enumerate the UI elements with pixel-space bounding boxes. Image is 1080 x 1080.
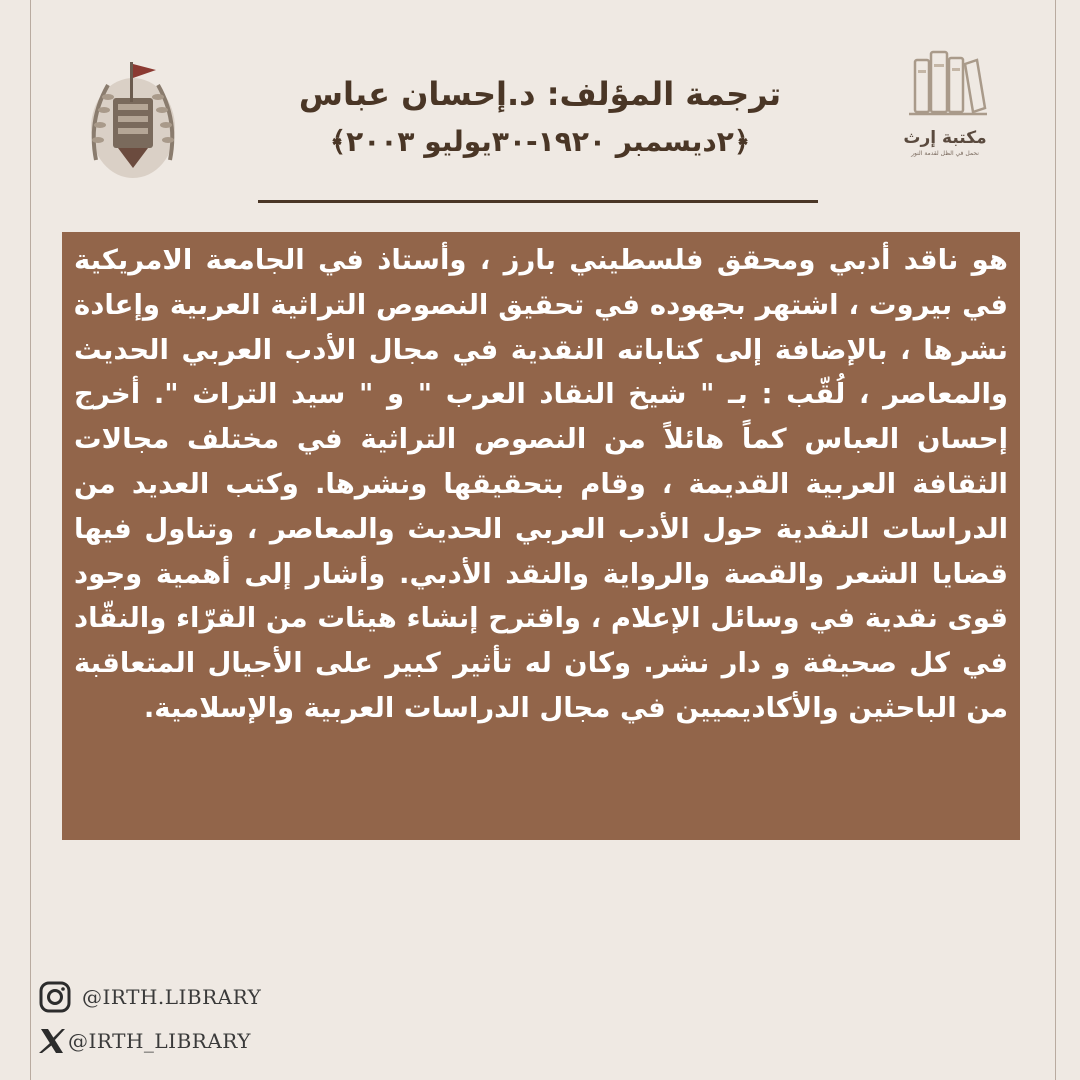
frame-line-right (1055, 0, 1056, 1080)
library-logo (895, 38, 995, 168)
frame-line-left (30, 0, 31, 1080)
x-handle: @IRTH_LIBRARY (68, 1029, 251, 1053)
biography-text: هو ناقد أدبي ومحقق فلسطيني بارز ، وأستاذ في الجامعة الامريكية في بيروت ، اشتهر بجهوده في تحقيق النصوص التراثية العربية وإعادة نشرها ، بالإضافة إلى كتاباته النقدية في مجال الأدب العربي الحديث والمعاصر ، لُقّب : بـ " شيخ النقاد العرب " و " سيد التراث ". أخرج إحسان العباس كماً هائلاً من النصوص التراثية في مختلف مجالات الثقافة العربية القديمة ، وقام بتحقيقها ونشرها. وكتب العديد من الدراسات النقدية حول الأدب العربي الحديث والمعاصر ، وتناول فيها قضايا الشعر والقصة والرواية والنقد الأدبي. وأشار إلى أهمية وجود قوى نقدية في وسائل الإعلام ، واقترح إنشاء هيئات من القرّاء والنقّاد في كل صحيفة و دار نشر. وكان له تأثير كبير على الأجيال المتعاقبة من الباحثين والأكاديميين في مجال الدراسات العربية والإسلامية. (74, 244, 1008, 724)
page-title: ترجمة المؤلف: د.إحسان عباس (298, 75, 782, 113)
header (250, 70, 830, 166)
logo-tagline: نحمل في الظل لقدمة النور (911, 150, 979, 157)
crest-emblem-icon (78, 40, 188, 190)
social-x[interactable] (38, 1026, 251, 1056)
biography-box (62, 232, 1020, 840)
header-divider (258, 200, 818, 203)
books-icon (895, 38, 995, 124)
life-dates: ﴿٢ديسمبر ١٩٢٠-٣٠يوليو ٢٠٠٣﴾ (329, 125, 751, 158)
instagram-icon (38, 980, 72, 1014)
x-icon (38, 1026, 66, 1056)
social-instagram[interactable] (38, 980, 261, 1014)
instagram-handle: @IRTH.LIBRARY (82, 985, 262, 1009)
logo-name: مكتبة إرث (903, 128, 987, 148)
